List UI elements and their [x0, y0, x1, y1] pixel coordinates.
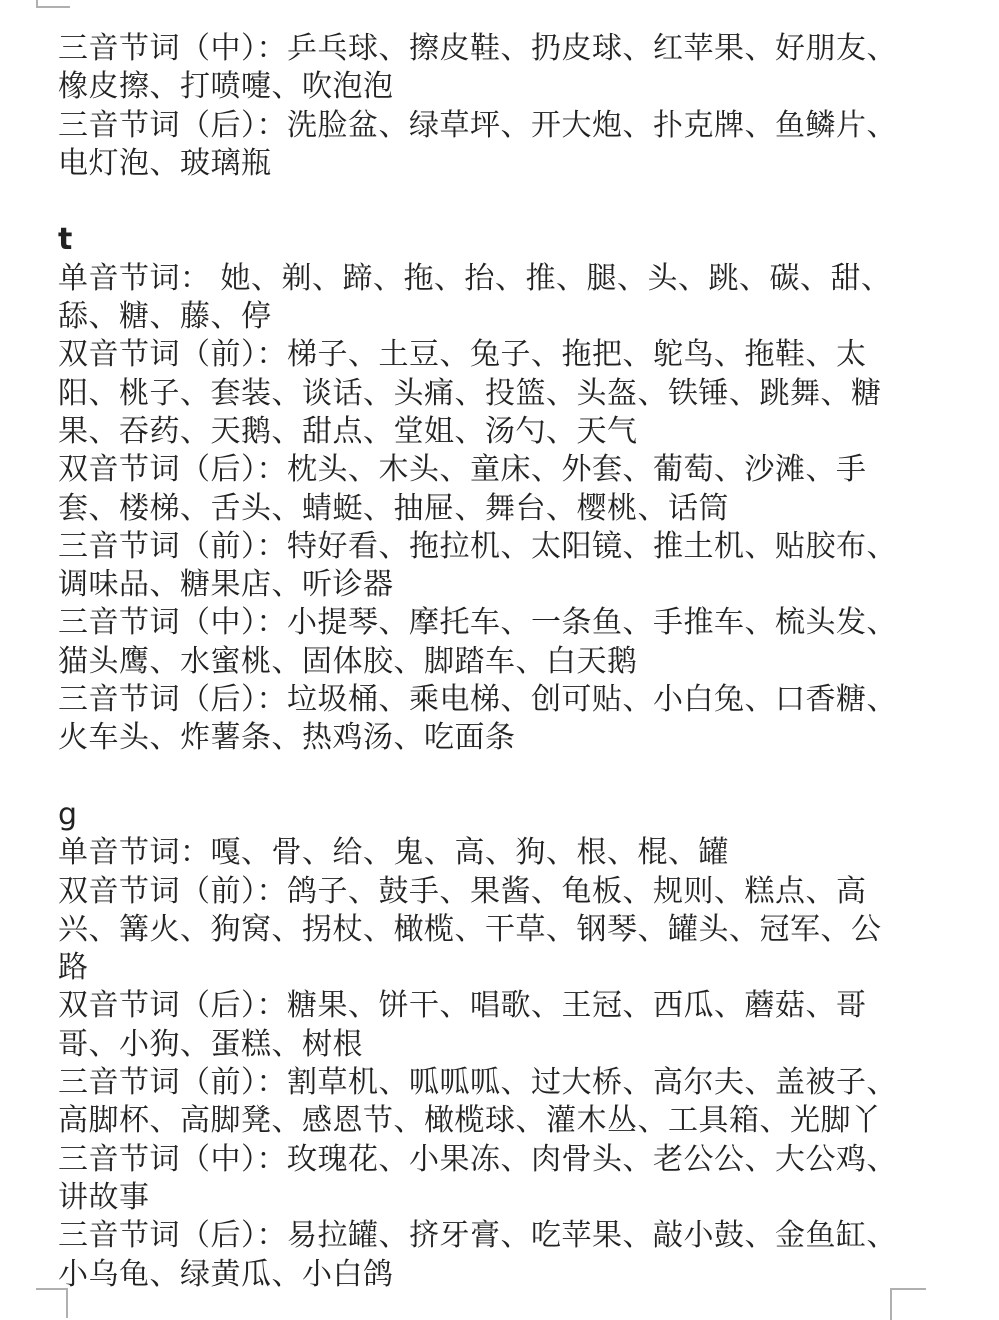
text-line: 橡皮擦、打喷嚏、吹泡泡	[58, 69, 394, 105]
text-line: 三音节词（前）：特好看、拖拉机、太阳镜、推土机、贴胶布、	[58, 528, 897, 564]
text-line: 高脚杯、高脚凳、感恩节、橄榄球、灌木丛、工具箱、光脚丫	[58, 1103, 882, 1139]
text-line: 调味品、糖果店、听诊器	[58, 567, 394, 603]
text-line: 兴、篝火、狗窝、拐杖、橄榄、干草、钢琴、罐头、冠军、公	[58, 911, 882, 947]
crop-mark-top-left	[36, 0, 70, 8]
blank-line	[58, 183, 958, 221]
text-line: 三音节词（中）：玫瑰花、小果冻、肉骨头、老公公、大公鸡、	[58, 1141, 897, 1177]
section-title: g	[58, 796, 78, 832]
text-line: 三音节词（中）：小提琴、摩托车、一条鱼、手推车、梳头发、	[58, 605, 897, 641]
text-line: 三音节词（后）：易拉罐、挤牙膏、吃苹果、敲小鼓、金鱼缸、	[58, 1218, 897, 1254]
text-line: 单音节词： 她、剃、蹄、拖、抬、推、腿、头、跳、碳、甜、	[58, 260, 892, 296]
text-line: 双音节词（后）：枕头、木头、童床、外套、葡萄、沙滩、手	[58, 452, 867, 488]
text-line: 单音节词：嘎、骨、给、鬼、高、狗、根、棍、罐	[58, 835, 729, 871]
text-line: 双音节词（后）：糖果、饼干、唱歌、王冠、西瓜、蘑菇、哥	[58, 988, 867, 1024]
text-line: 三音节词（前）：割草机、呱呱呱、过大桥、高尔夫、盖被子、	[58, 1065, 897, 1101]
text-line: 三音节词（后）：洗脸盆、绿草坪、开大炮、扑克牌、鱼鳞片、	[58, 107, 897, 143]
text-line: 双音节词（前）：梯子、土豆、兔子、拖把、鸵鸟、拖鞋、太	[58, 337, 867, 373]
blank-line	[58, 758, 958, 796]
document-page	[58, 30, 958, 1294]
text-line: 舔、糖、藤、停	[58, 299, 272, 335]
text-line: 哥、小狗、蛋糕、树根	[58, 1026, 363, 1062]
text-line: 火车头、炸薯条、热鸡汤、吃面条	[58, 720, 516, 756]
text-line: 三音节词（后）：垃圾桶、乘电梯、创可贴、小白兔、口香糖、	[58, 682, 897, 718]
text-line: 小乌龟、绿黄瓜、小白鸽	[58, 1256, 394, 1292]
text-line: 阳、桃子、套装、谈话、头痛、投篮、头盔、铁锤、跳舞、糖	[58, 375, 882, 411]
text-line: 路	[58, 950, 89, 986]
text-line: 讲故事	[58, 1179, 150, 1215]
text-line: 果、吞药、天鹅、甜点、堂姐、汤勺、天气	[58, 413, 638, 449]
text-line: 猫头鹰、水蜜桃、固体胶、脚踏车、白天鹅	[58, 643, 638, 679]
text-line: 三音节词（中）：乒乓球、擦皮鞋、扔皮球、红苹果、好朋友、	[58, 31, 897, 66]
text-line: 双音节词（前）：鸽子、鼓手、果酱、龟板、规则、糕点、高	[58, 873, 867, 909]
text-line: 电灯泡、玻璃瓶	[58, 145, 272, 181]
text-line: 套、楼梯、舌头、蜻蜓、抽屉、舞台、樱桃、话筒	[58, 490, 729, 526]
section-title: t	[58, 222, 73, 258]
